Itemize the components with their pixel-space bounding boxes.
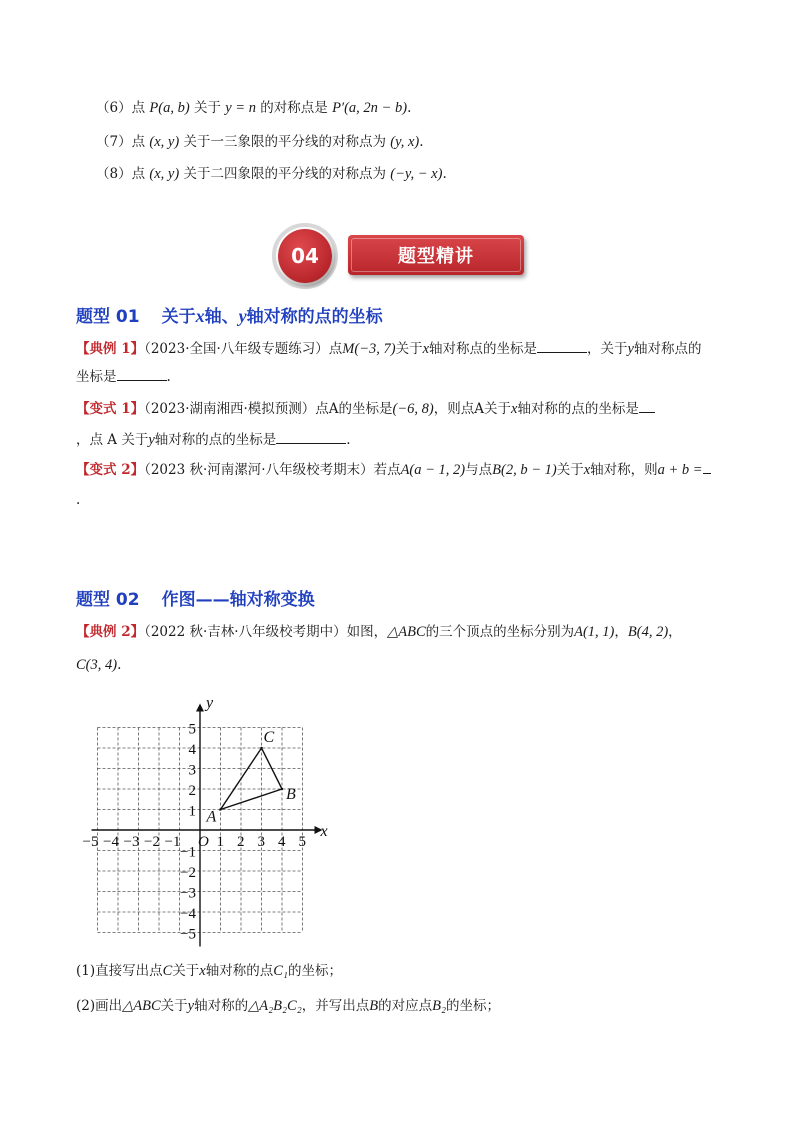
x-tick-label: 4 <box>278 834 286 850</box>
x-tick-label: −1 <box>164 834 181 850</box>
vertex-label: C <box>263 729 275 746</box>
y-tick-label: 1 <box>188 803 196 820</box>
y-axis-arrow <box>196 704 204 712</box>
answer-blank[interactable] <box>276 428 346 444</box>
answer-blank[interactable] <box>703 458 711 474</box>
vertex-point <box>219 808 221 810</box>
property-6: （6）点 P(a, b) 关于 y = n 的对称点是 P′(a, 2n − b). <box>96 100 412 116</box>
variant-2-line-2: . <box>76 492 81 508</box>
answer-blank[interactable] <box>117 365 167 381</box>
x-tick-label: 2 <box>237 834 245 850</box>
y-tick-label: −4 <box>180 906 196 922</box>
example-1-line-2: 坐标是 . <box>76 365 171 387</box>
section-banner <box>278 225 526 287</box>
x-tick-label: 3 <box>257 834 265 850</box>
vertex-label: A <box>206 808 217 826</box>
x-tick-label: 5 <box>298 834 306 850</box>
y-tick-label: −1 <box>180 844 196 861</box>
vertex-label: B <box>286 786 296 803</box>
example-tag: 【典例 2】 <box>76 624 145 640</box>
y-tick-label: 5 <box>188 721 196 738</box>
heading-type-01: 题型 01 关于x轴、y轴对称的点的坐标 <box>76 306 383 327</box>
x-axis-label: x <box>320 823 328 840</box>
y-tick-label: −2 <box>180 865 196 881</box>
y-tick-label: −5 <box>180 926 196 943</box>
answer-blank[interactable] <box>639 397 655 413</box>
triangle-abc <box>206 729 297 826</box>
origin-label: O <box>198 834 209 850</box>
vertex-point <box>281 788 283 790</box>
section-number-badge: 04 <box>278 229 332 283</box>
y-tick-label: −3 <box>180 885 196 902</box>
y-tick-label: 3 <box>188 762 196 779</box>
variant-1-line-1: 【变式 1】（2023·湖南湘西·模拟预测）点A的坐标是(−6, 8)，则点A关于x轴对称的点的坐标是 <box>76 397 655 419</box>
answer-blank[interactable] <box>537 337 587 353</box>
triangle-outline <box>221 748 283 810</box>
heading-type-02: 题型 02 作图——轴对称变换 <box>76 590 315 610</box>
x-tick-label: −5 <box>82 834 99 850</box>
variant-tag: 【变式 2】 <box>76 462 145 478</box>
y-axis-label: y <box>206 694 214 712</box>
variant-tag: 【变式 1】 <box>76 401 145 417</box>
x-tick-label: −2 <box>144 834 160 850</box>
example-2-line-2: C(3, 4). <box>76 657 122 673</box>
y-tick-label: 4 <box>188 742 196 758</box>
coordinate-plane-figure <box>60 682 340 952</box>
tick-labels <box>83 695 328 943</box>
section-title-ribbon <box>348 235 524 275</box>
y-tick-label: 2 <box>188 783 196 799</box>
x-tick-label: −3 <box>123 834 140 850</box>
property-7: （7）点 (x, y) 关于一三象限的平分线的对称点为 (y, x). <box>96 134 424 150</box>
variant-2-line-1: 【变式 2】（2023 秋·河南漯河·八年级校考期末）若点A(a − 1, 2)与点B(2, b − 1)关于x轴对称，则a + b = <box>76 458 711 480</box>
vertex-point <box>260 747 262 749</box>
example-2-line-1: 【典例 2】（2022 秋·吉林·八年级校考期中）如图，△ABC的三个顶点的坐标分别为A(1, 1)，B(4, 2)， <box>76 624 682 640</box>
question-1: (1)直接写出点C关于x轴对称的点C₁的坐标； <box>76 963 342 979</box>
x-tick-label: −4 <box>103 834 119 850</box>
example-1-line-1: 【典例 1】（2023·全国·八年级专题练习）点M(−3, 7)关于x轴对称点的坐标是 ，关于y轴对称点的 <box>76 337 701 359</box>
x-tick-label: 1 <box>216 834 224 850</box>
example-tag: 【典例 1】 <box>76 341 145 357</box>
property-8: （8）点 (x, y) 关于二四象限的平分线的对称点为 (−y, − x). <box>96 166 447 182</box>
variant-1-line-2: ，点 A 关于y轴对称的点的坐标是 . <box>76 428 351 450</box>
question-2: (2)画出△ABC关于y轴对称的△A₂B₂C₂，并写出点B的对应点B₂的坐标； <box>76 998 501 1014</box>
section-title-text: 题型精讲 <box>398 246 474 267</box>
